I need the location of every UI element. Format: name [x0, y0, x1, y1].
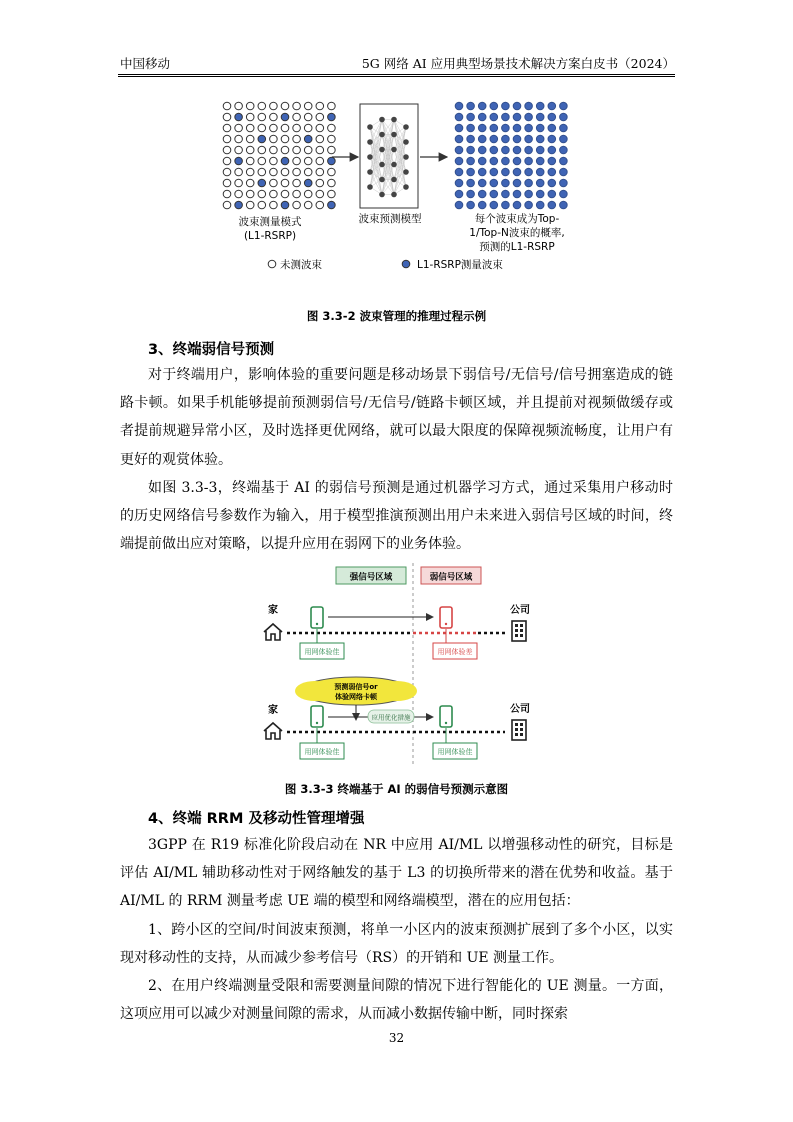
predicted-beam-dot [513, 135, 521, 143]
predicted-beam-dot [536, 179, 544, 187]
beam-dot [316, 157, 324, 165]
beam-dot [328, 201, 336, 209]
beam-dot [270, 179, 278, 187]
predicted-beam-dot [455, 190, 463, 198]
label-left-2: (L1-RSRP) [243, 230, 297, 242]
nn-node [367, 139, 373, 145]
predicted-beam-dot [525, 179, 533, 187]
beam-dot [304, 190, 312, 198]
section4-para1: 3GPP 在 R19 标准化阶段启动在 NR 中应用 AI/ML 以增强移动性的研究，目标是评估 AI/ML 辅助移动性对于网络触发的基于 L3 的切换所带来的潜在优势和收益。基于 AI/ML 的 RRM 测量考虑 UE 端的模型和网络端模型，潜在的应用包括： [120, 837, 673, 910]
beam-dot [246, 201, 254, 209]
predicted-beam-dot [467, 146, 475, 154]
predicted-beam-dot [560, 201, 568, 209]
beam-dot [223, 146, 231, 154]
predicted-beam-dot [467, 190, 475, 198]
predicted-beam-dot [478, 201, 486, 209]
nn-node [367, 124, 373, 130]
predicted-beam-dot [467, 124, 475, 132]
building-icon [512, 621, 526, 641]
predicted-beam-dot [513, 201, 521, 209]
beam-dot [235, 124, 243, 132]
beam-dot [235, 102, 243, 110]
nn-node [403, 184, 409, 190]
beam-dot [281, 190, 289, 198]
good-exp-label-2: 用网体验佳 [304, 748, 340, 756]
beam-dot [304, 124, 312, 132]
beam-dot [246, 135, 254, 143]
predicted-beam-dot [478, 157, 486, 165]
predicted-beam-dot [455, 179, 463, 187]
beam-dot [258, 168, 266, 176]
beam-dot [293, 102, 301, 110]
beam-dot [270, 113, 278, 121]
predicted-beam-dot [455, 102, 463, 110]
section3-para2: 如图 3.3-3，终端基于 AI 的弱信号预测是通过机器学习方式，通过采集用户移动时的历史网络信号参数作为输入，用于模型推演预测出用户未来进入弱信号区域的时间，终端提前做出应对策略，以提升应用在弱网下的业务体验。 [120, 480, 673, 553]
beam-dot [235, 190, 243, 198]
predicted-beam-dot [455, 146, 463, 154]
beam-dot [246, 179, 254, 187]
beam-dot [270, 190, 278, 198]
predicted-beam-dot [455, 135, 463, 143]
beam-dot [281, 124, 289, 132]
beam-dot [316, 113, 324, 121]
predicted-beam-dot [490, 201, 498, 209]
label-right-1: 每个波束成为Top- [474, 213, 560, 225]
predicted-beam-dot [467, 168, 475, 176]
beam-dot [304, 179, 312, 187]
predicted-beam-dot [478, 113, 486, 121]
nn-node [391, 117, 397, 123]
beam-dot [270, 146, 278, 154]
beam-dot [235, 168, 243, 176]
beam-dot [293, 179, 301, 187]
predicted-beam-dot [478, 168, 486, 176]
beam-dot [304, 201, 312, 209]
predicted-beam-dot [513, 168, 521, 176]
predicted-beam-dot [502, 113, 510, 121]
predicted-beam-dot [513, 146, 521, 154]
predicted-beam-dot [560, 135, 568, 143]
predicted-beam-dot [502, 168, 510, 176]
nn-node [379, 177, 385, 183]
predicted-beam-dot [536, 124, 544, 132]
section4-item2: 2、在用户终端测量受限和需要测量间隙的情况下进行智能化的 UE 测量。一方面，这项应用可以减少对测量间隙的需求，从而减小数据传输中断，同时探索 [120, 978, 673, 1023]
beam-dot [328, 146, 336, 154]
phone-icon [440, 607, 452, 628]
predicted-beam-dot [536, 135, 544, 143]
beam-dot [304, 102, 312, 110]
beam-dot [235, 113, 243, 121]
home-icon [264, 723, 282, 739]
predicted-beam-dot [548, 157, 556, 165]
header-right: 5G 网络 AI 应用典型场景技术解决方案白皮书（2024） [361, 56, 675, 71]
beam-dot [316, 124, 324, 132]
good-exp-label-3: 用网体验佳 [437, 748, 473, 756]
predicted-beam-dot [513, 179, 521, 187]
predicted-beam-dot [560, 179, 568, 187]
predicted-beam-dot [513, 102, 521, 110]
beam-dot [235, 135, 243, 143]
predicted-beam-dot [536, 113, 544, 121]
beam-dot [328, 113, 336, 121]
predicted-beam-dot [490, 168, 498, 176]
beam-dot [316, 135, 324, 143]
nn-node [403, 154, 409, 160]
predicted-beam-dot [490, 179, 498, 187]
phone-icon [311, 706, 323, 727]
predicted-beam-dot [502, 201, 510, 209]
beam-dot [293, 124, 301, 132]
strong-zone-label: 强信号区域 [349, 572, 393, 583]
predicted-beam-dot [467, 201, 475, 209]
home-icon [264, 624, 282, 640]
beam-dot [258, 146, 266, 154]
beam-dot [223, 179, 231, 187]
beam-dot [223, 135, 231, 143]
predicted-beam-dot [525, 146, 533, 154]
predicted-beam-dot [548, 102, 556, 110]
header-left: 中国移动 [120, 56, 171, 71]
predicted-beam-dot [525, 135, 533, 143]
predicted-beam-dot [560, 113, 568, 121]
predicted-beam-dot [502, 102, 510, 110]
predicted-beam-dot [560, 157, 568, 165]
beam-dot [246, 157, 254, 165]
prediction-grid [455, 102, 567, 209]
predicted-beam-dot [548, 113, 556, 121]
predicted-beam-dot [490, 124, 498, 132]
predicted-beam-dot [478, 146, 486, 154]
beam-dot [246, 102, 254, 110]
figure1-caption: 图 3.3-2 波束管理的推理过程示例 [306, 309, 487, 323]
predicted-beam-dot [525, 190, 533, 198]
beam-dot [258, 102, 266, 110]
beam-dot [281, 146, 289, 154]
beam-dot [258, 201, 266, 209]
beam-dot [246, 168, 254, 176]
beam-dot [316, 190, 324, 198]
predicted-beam-dot [525, 113, 533, 121]
nn-node [391, 192, 397, 198]
predicted-beam-dot [513, 157, 521, 165]
beam-dot [293, 190, 301, 198]
predicted-beam-dot [478, 190, 486, 198]
beam-dot [328, 190, 336, 198]
predicted-beam-dot [502, 157, 510, 165]
beam-dot [316, 201, 324, 209]
beam-dot [316, 179, 324, 187]
beam-dot [281, 102, 289, 110]
section4-item1: 1、跨小区的空间/时间波束预测，将单一小区内的波束预测扩展到了多个小区，以实现对移动性的支持，从而减少参考信号（RS）的开销和 UE 测量工作。 [120, 922, 673, 967]
beam-dot [270, 157, 278, 165]
phone-icon [311, 607, 323, 628]
nn-node [391, 147, 397, 153]
nn-node [379, 117, 385, 123]
predicted-beam-dot [455, 157, 463, 165]
beam-dot [223, 190, 231, 198]
bad-exp-label: 用网体验差 [437, 648, 473, 656]
predicted-beam-dot [536, 168, 544, 176]
predicted-beam-dot [502, 124, 510, 132]
predicted-beam-dot [525, 124, 533, 132]
beam-dot [328, 157, 336, 165]
predicted-beam-dot [502, 190, 510, 198]
beam-dot [258, 113, 266, 121]
nn-node [403, 124, 409, 130]
predicted-beam-dot [548, 201, 556, 209]
predicted-beam-dot [513, 124, 521, 132]
predicted-beam-dot [513, 190, 521, 198]
beam-dot [235, 179, 243, 187]
nn-node [391, 162, 397, 168]
beam-dot [293, 113, 301, 121]
predicted-beam-dot [455, 113, 463, 121]
predicted-beam-dot [490, 157, 498, 165]
beam-dot [270, 201, 278, 209]
predicted-beam-dot [560, 168, 568, 176]
page-number: 32 [388, 1031, 405, 1045]
nn-node [379, 192, 385, 198]
nn-node [367, 154, 373, 160]
beam-dot [293, 146, 301, 154]
nn-node [391, 132, 397, 138]
nn-node [379, 162, 385, 168]
predicted-beam-dot [536, 146, 544, 154]
beam-dot [281, 201, 289, 209]
predicted-beam-dot [478, 124, 486, 132]
beam-dot [293, 135, 301, 143]
nn-node [379, 147, 385, 153]
predicted-beam-dot [560, 190, 568, 198]
section3-title: 3、终端弱信号预测 [148, 342, 275, 358]
label-right-3: 预测的L1-RSRP [479, 241, 555, 253]
beam-dot [258, 157, 266, 165]
predicted-beam-dot [490, 113, 498, 121]
beam-dot [223, 157, 231, 165]
figure2-caption: 图 3.3-3 终端基于 AI 的弱信号预测示意图 [284, 782, 509, 796]
predicted-beam-dot [525, 157, 533, 165]
beam-dot [223, 201, 231, 209]
beam-dot [223, 102, 231, 110]
label-mid: 波束预测模型 [358, 213, 422, 225]
beam-dot [328, 102, 336, 110]
predicted-beam-dot [490, 190, 498, 198]
predicted-beam-dot [560, 102, 568, 110]
predicted-beam-dot [536, 201, 544, 209]
legend-unmeasured-dot [268, 260, 276, 268]
predicted-beam-dot [525, 168, 533, 176]
beam-dot [270, 102, 278, 110]
nn-node [403, 169, 409, 175]
predicted-beam-dot [478, 135, 486, 143]
section3-para1: 对于终端用户，影响体验的重要问题是移动场景下弱信号/无信号/信号拥塞造成的链路卡顿。如果手机能够提前预测弱信号/无信号/链路卡顿区域，并且提前对视频做缓存或者提前规避异常小区，及时选择更优网络，就可以最大限度的保障视频流畅度，让用户有更好的观赏体验。 [120, 367, 673, 468]
predicted-beam-dot [467, 135, 475, 143]
beam-dot [246, 146, 254, 154]
office-label-2: 公司 [510, 704, 530, 715]
beam-dot [281, 168, 289, 176]
predicted-beam-dot [455, 168, 463, 176]
nn-node [391, 177, 397, 183]
beam-dot [235, 201, 243, 209]
beam-dot [304, 157, 312, 165]
beam-figure [0, 0, 793, 300]
beam-dot [270, 124, 278, 132]
predicted-beam-dot [502, 179, 510, 187]
predicted-beam-dot [548, 135, 556, 143]
phone-icon [440, 706, 452, 727]
nn-node [379, 132, 385, 138]
weak-signal-figure [0, 555, 793, 775]
predicted-beam-dot [548, 168, 556, 176]
home-label-1: 家 [268, 605, 278, 616]
good-exp-label-1: 用网体验佳 [304, 648, 340, 656]
predicted-beam-dot [548, 146, 556, 154]
predicted-beam-dot [560, 146, 568, 154]
nn-node [403, 139, 409, 145]
beam-dot [281, 113, 289, 121]
predicted-beam-dot [467, 113, 475, 121]
predicted-beam-dot [513, 113, 521, 121]
beam-dot [258, 179, 266, 187]
beam-dot [246, 124, 254, 132]
weak-zone-label: 弱信号区域 [429, 572, 473, 583]
nn-node [367, 169, 373, 175]
beam-dot [328, 168, 336, 176]
predict-label-2: 体验网络卡顿 [335, 693, 377, 701]
predicted-beam-dot [455, 124, 463, 132]
beam-dot [293, 168, 301, 176]
predicted-beam-dot [536, 190, 544, 198]
predicted-beam-dot [478, 102, 486, 110]
predicted-beam-dot [536, 157, 544, 165]
predicted-beam-dot [502, 146, 510, 154]
beam-dot [281, 135, 289, 143]
beam-dot [328, 135, 336, 143]
beam-dot [316, 146, 324, 154]
beam-dot [258, 124, 266, 132]
beam-dot [246, 113, 254, 121]
beam-dot [304, 113, 312, 121]
beam-dot [281, 157, 289, 165]
predicted-beam-dot [525, 102, 533, 110]
beam-dot [246, 190, 254, 198]
label-right-2: 1/Top-N波束的概率, [469, 227, 565, 239]
predicted-beam-dot [525, 201, 533, 209]
beam-dot [293, 157, 301, 165]
predicted-beam-dot [490, 102, 498, 110]
predicted-beam-dot [490, 146, 498, 154]
beam-dot [281, 179, 289, 187]
predicted-beam-dot [467, 157, 475, 165]
beam-dot [270, 168, 278, 176]
predicted-beam-dot [467, 179, 475, 187]
measurement-pattern-grid [223, 102, 335, 209]
predicted-beam-dot [548, 179, 556, 187]
predict-label-1: 预测弱信号or [334, 683, 378, 691]
predicted-beam-dot [548, 124, 556, 132]
beam-dot [270, 135, 278, 143]
nn-node [367, 184, 373, 190]
beam-dot [304, 146, 312, 154]
section4-title: 4、终端 RRM 及移动性管理增强 [148, 811, 365, 827]
predicted-beam-dot [502, 135, 510, 143]
predicted-beam-dot [467, 102, 475, 110]
beam-dot [304, 168, 312, 176]
predicted-beam-dot [490, 135, 498, 143]
label-left-1: 波束测量模式 [238, 216, 302, 228]
legend-measured-dot [402, 260, 410, 268]
office-label-1: 公司 [510, 605, 530, 616]
beam-dot [223, 168, 231, 176]
beam-dot [258, 190, 266, 198]
beam-dot [304, 135, 312, 143]
beam-dot [258, 135, 266, 143]
predicted-beam-dot [560, 124, 568, 132]
beam-dot [316, 102, 324, 110]
predicted-beam-dot [536, 102, 544, 110]
predicted-beam-dot [455, 201, 463, 209]
beam-dot [235, 157, 243, 165]
predicted-beam-dot [548, 190, 556, 198]
predicted-beam-dot [478, 179, 486, 187]
beam-dot [223, 113, 231, 121]
building-icon [512, 720, 526, 740]
beam-dot [235, 146, 243, 154]
optimize-label: 应用优化措施 [371, 713, 411, 722]
beam-dot [316, 168, 324, 176]
home-label-2: 家 [268, 705, 278, 716]
legend-measured: L1-RSRP测量波束 [417, 259, 503, 271]
beam-dot [328, 124, 336, 132]
beam-dot [328, 179, 336, 187]
beam-dot [223, 124, 231, 132]
legend-unmeasured: 未测波束 [280, 259, 322, 271]
beam-dot [293, 201, 301, 209]
